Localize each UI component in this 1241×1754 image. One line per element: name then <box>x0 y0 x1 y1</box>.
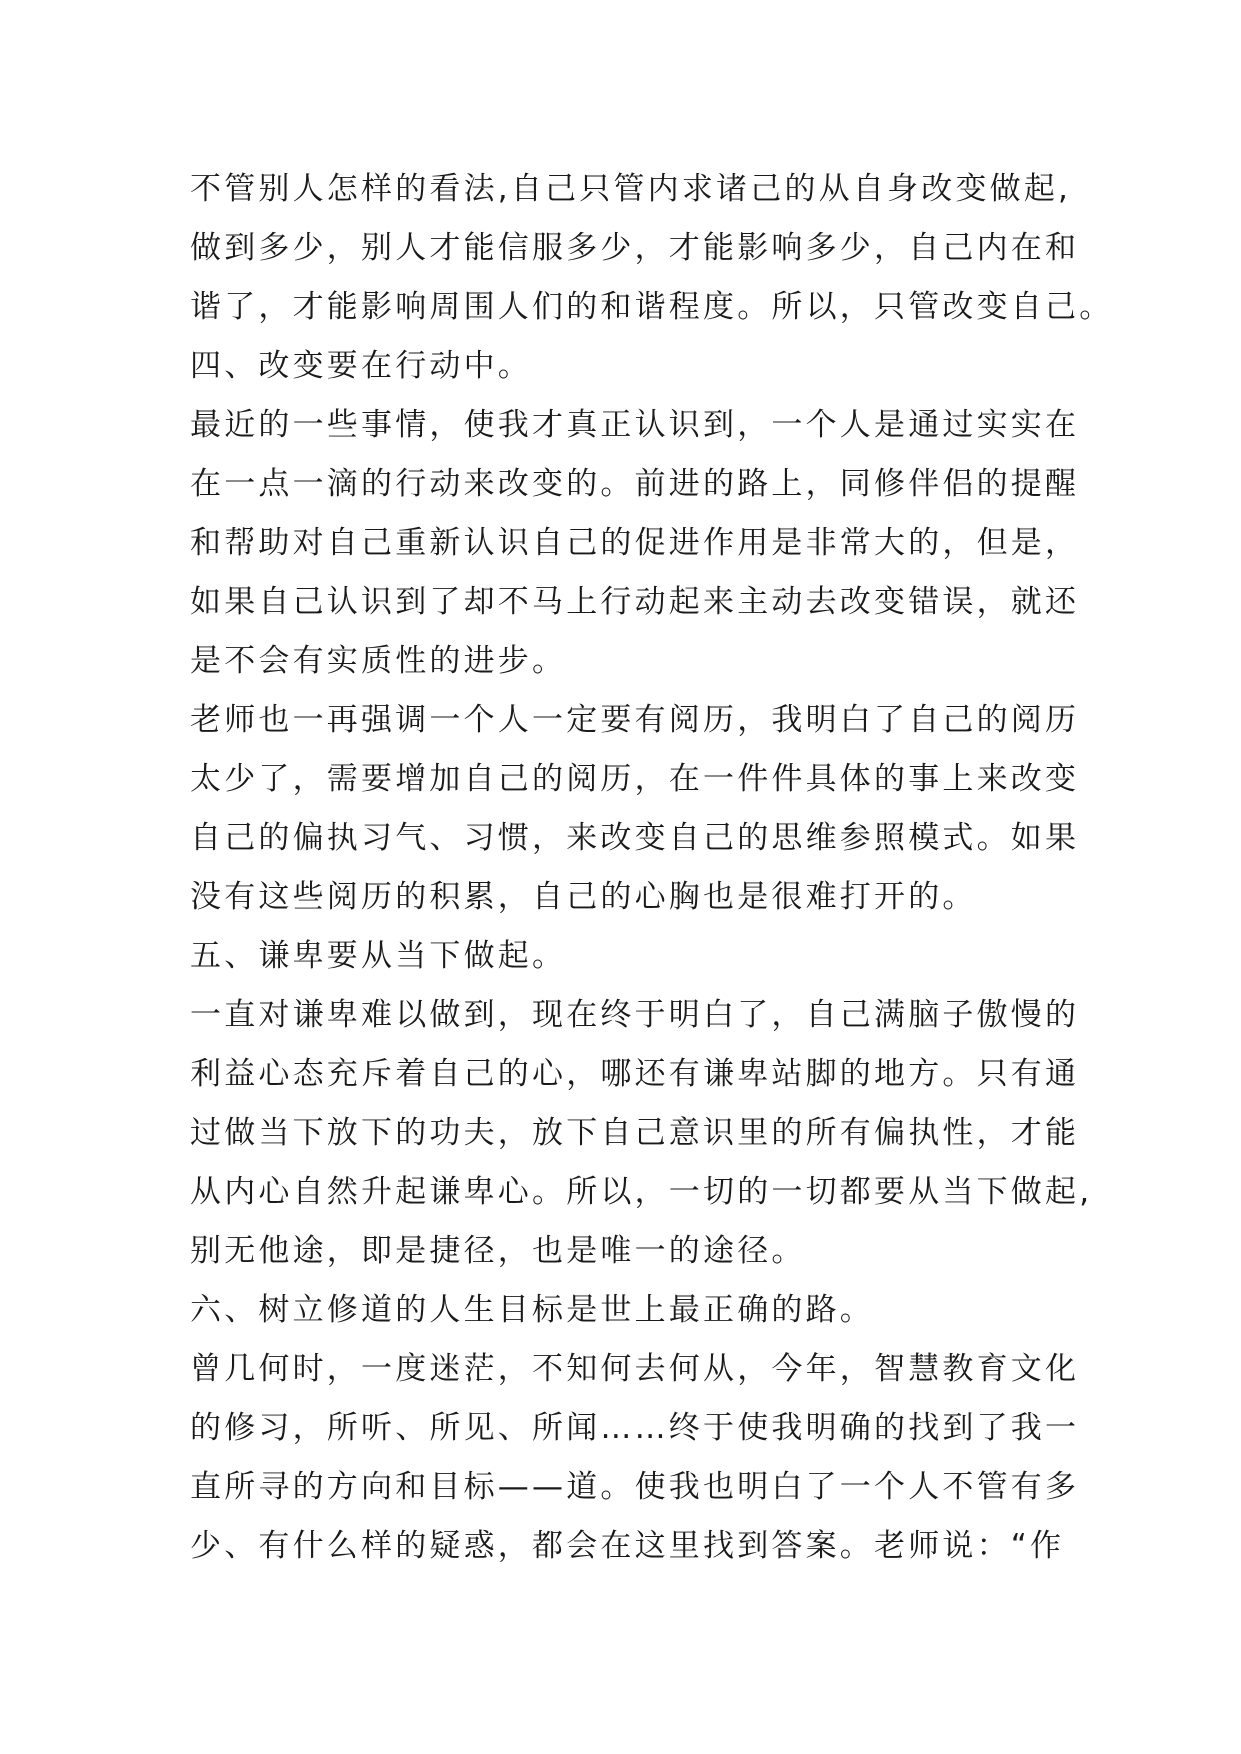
text-line: 没有这些阅历的积累，自己的心胸也是很难打开的。 <box>190 879 977 915</box>
text-line: 的修习，所听、所见、所闻……终于使我明确的找到了我一 <box>190 1410 1080 1446</box>
text-line: 曾几何时，一度迷茫，不知何去何从，今年，智慧教育文化 <box>190 1351 1080 1387</box>
text-line: 是不会有实质性的进步。 <box>190 643 567 679</box>
section-heading-5: 五、谦卑要从当下做起。 <box>190 938 567 974</box>
text-line: 直所寻的方向和目标——道。使我也明白了一个人不管有多 <box>190 1469 1080 1505</box>
text-line: 谐了，才能影响周围人们的和谐程度。所以，只管改变自己。 <box>190 289 1114 325</box>
text-line: 一直对谦卑难以做到，现在终于明白了，自己满脑子傲慢的 <box>190 997 1080 1033</box>
section-heading-4: 四、改变要在行动中。 <box>190 348 532 384</box>
text-line: 做到多少，别人才能信服多少，才能影响多少，自己内在和 <box>190 230 1080 266</box>
text-line: 自己的偏执习气、习惯，来改变自己的思维参照模式。如果 <box>190 820 1080 856</box>
text-line: 和帮助对自己重新认识自己的促进作用是非常大的，但是， <box>190 525 1080 561</box>
text-line: 少、有什么样的疑惑，都会在这里找到答案。老师说：“作 <box>190 1528 1065 1564</box>
text-line: 别无他途，即是捷径，也是唯一的途径。 <box>190 1233 806 1269</box>
text-line: 太少了，需要增加自己的阅历，在一件件具体的事上来改变 <box>190 761 1080 797</box>
text-line: 在一点一滴的行动来改变的。前进的路上，同修伴侣的提醒 <box>190 466 1080 502</box>
section-heading-6: 六、树立修道的人生目标是世上最正确的路。 <box>190 1292 874 1328</box>
text-line: 利益心态充斥着自己的心，哪还有谦卑站脚的地方。只有通 <box>190 1056 1080 1092</box>
text-line: 从内心自然升起谦卑心。所以，一切的一切都要从当下做起, <box>190 1174 1093 1210</box>
text-line: 不管别人怎样的看法,自己只管内求诸己的从自身改变做起, <box>190 171 1072 207</box>
text-line: 老师也一再强调一个人一定要有阅历，我明白了自己的阅历 <box>190 702 1080 738</box>
text-line: 过做当下放下的功夫，放下自己意识里的所有偏执性，才能 <box>190 1115 1080 1151</box>
document-body <box>190 160 1114 1576</box>
text-line: 最近的一些事情，使我才真正认识到，一个人是通过实实在 <box>190 407 1080 443</box>
text-line: 如果自己认识到了却不马上行动起来主动去改变错误，就还 <box>190 584 1080 620</box>
